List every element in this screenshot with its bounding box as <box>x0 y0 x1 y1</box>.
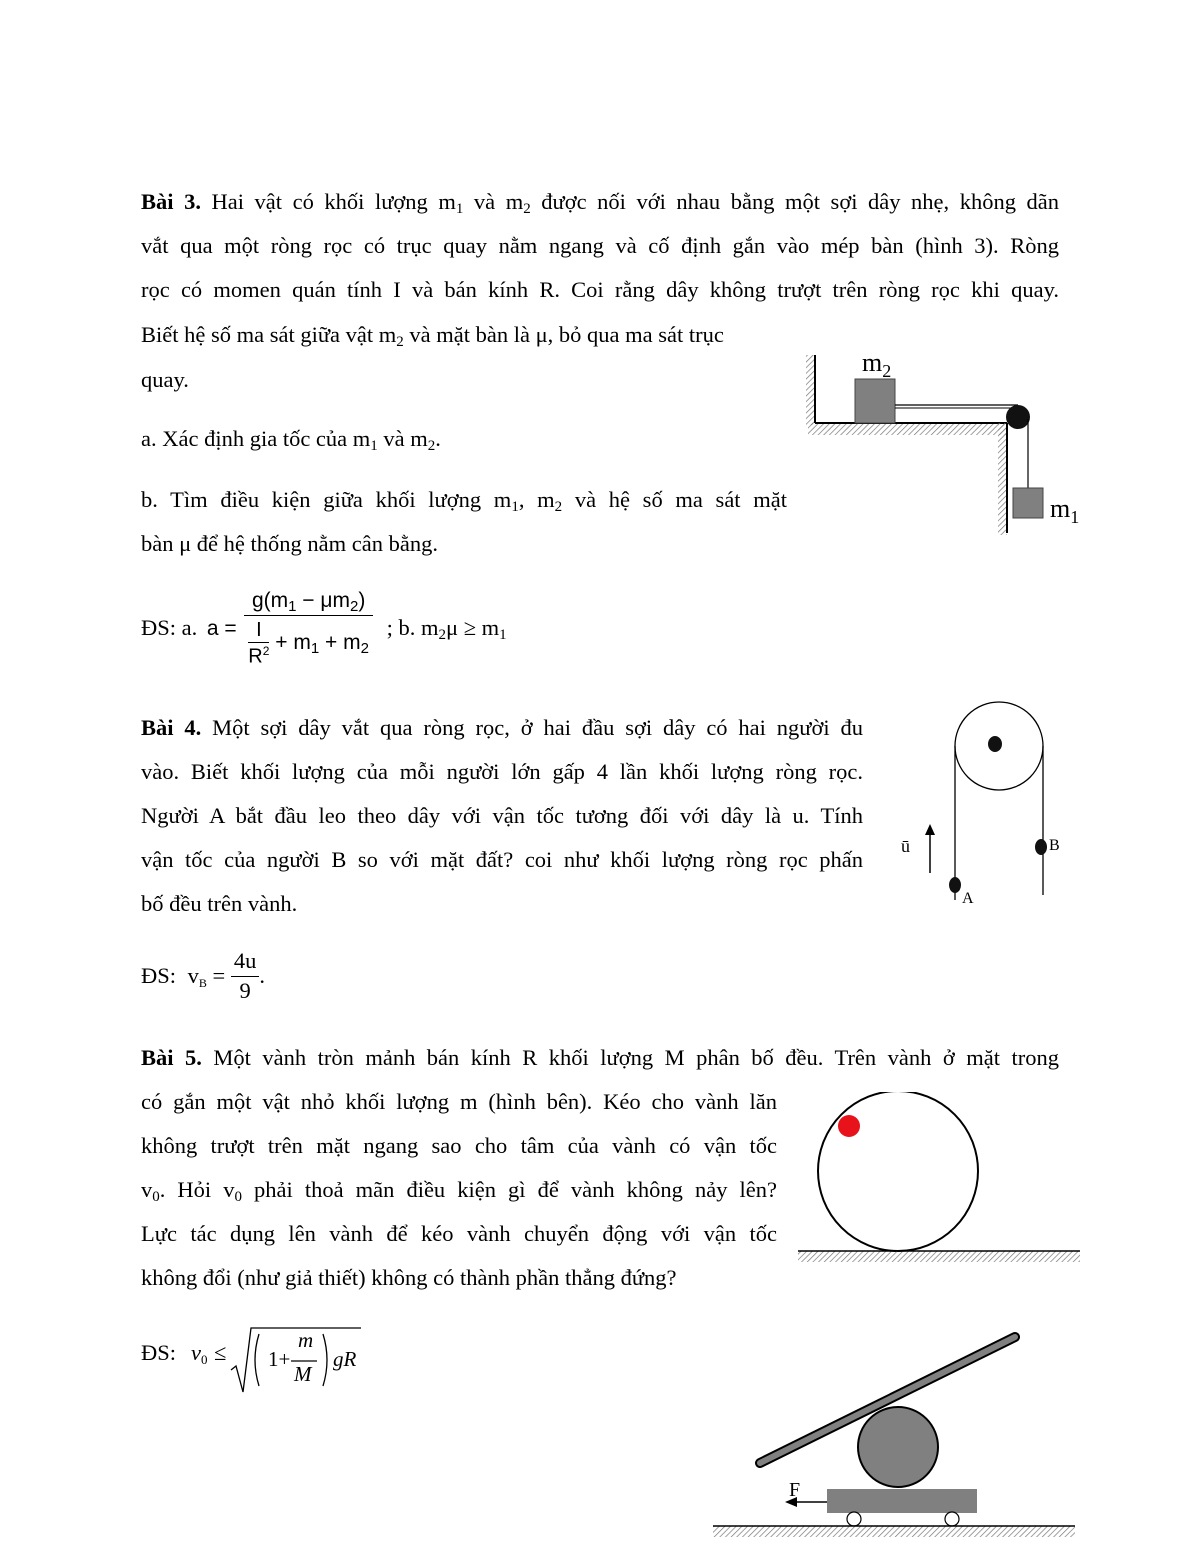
bai5-answer: ĐS: $v_0$ ≤ 1+ m M gR <box>141 1322 401 1402</box>
cart-wheel-left <box>847 1512 861 1526</box>
bai4-line1: Bài 4. Một sợi dây vắt qua ròng rọc, ở hai đầu sợi dây có hai người đu <box>141 715 864 740</box>
label-B: B <box>1049 837 1060 854</box>
label-u: ū <box>901 836 910 856</box>
arrow-u-head <box>925 824 935 835</box>
person-A <box>949 877 961 893</box>
pulley <box>1006 405 1030 429</box>
bai5-line6: không đổi (như giả thiết) không có thành phần thẳng đứng? <box>141 1265 677 1290</box>
bai3-line2: vắt qua một ròng rọc có trục quay nằm ngang và cố định gắn vào mép bàn (hình 3). Ròng <box>141 233 1059 258</box>
figure-4-pulley-climbers <box>895 695 1075 915</box>
bai3-question-b2: bàn μ để hệ thống nằm cân bằng. <box>141 531 438 556</box>
ground-hatch <box>798 1251 1080 1262</box>
left-wall <box>806 355 815 425</box>
floor-hatch <box>713 1526 1075 1537</box>
block-m2 <box>855 379 895 423</box>
bai4-title: Bài 4. <box>141 715 202 740</box>
bai4-line2: vào. Biết khối lượng của mỗi người lớn gấp 4 lần khối lượng ròng rọc. <box>141 759 863 784</box>
fraction-numerator: $g(m_1 - \mu m_2)$ <box>251 589 366 615</box>
bai5-line5: Lực tác dụng lên vành để kéo vành chuyển động với vận tốc <box>141 1221 777 1246</box>
bai4-answer-fraction: $\frac{4u}{9}$ <box>231 950 260 1002</box>
bai5-line1: Bài 5. Một vành tròn mảnh bán kính R khối lượng M phân bố đều. Trên vành ở mặt trong <box>141 1045 1059 1070</box>
bai5-line3: không trượt trên mặt ngang sao cho tâm của vành có vận tốc <box>141 1133 777 1158</box>
bai3-line3: rọc có momen quán tính I và bán kính R. Coi rằng dây không trượt trên ròng rọc khi quay. <box>141 277 1059 302</box>
bai3-title: Bài 3. <box>141 189 201 214</box>
bai3-line5: quay. <box>141 367 189 392</box>
label-m2: $m_2$ <box>862 348 892 381</box>
cart-wheel-right <box>945 1512 959 1526</box>
label-A: A <box>962 890 974 907</box>
bai5-line4: $v_0$. Hỏi $v_0$ phải thoả mãn điều kiện gì để vành không nảy lên? <box>141 1177 778 1205</box>
figure-3-pulley-table <box>800 345 1100 540</box>
bai3-answer-fraction <box>244 590 373 667</box>
block-m1 <box>1013 488 1043 518</box>
bai5-line2: có gắn một vật nhỏ khối lượng m (hình bên). Kéo cho vành lăn <box>141 1089 777 1114</box>
table-surface-hatch <box>808 423 1006 435</box>
bai4-line3: Người A bắt đầu leo theo dây với vận tốc tương đối với dây là u. Tính <box>141 803 863 828</box>
pulley-axle <box>988 736 1002 752</box>
bai3-line4: Biết hệ số ma sát giữa vật $m_2$ và mặt bàn là μ, bỏ qua ma sát trục <box>141 322 724 350</box>
cylinder <box>858 1407 938 1487</box>
bai3-question-a: a. Xác định gia tốc của $m_1$ và $m_2$. <box>141 426 441 454</box>
bai3-answer: ĐS: a. a = $g(m_1 - \mu m_2)$ $\frac{I}{R^2}$ + $m_1 + m_2$ ; b. $m_2\mu \ge m_1$ <box>141 589 507 668</box>
label-F: F <box>789 1479 801 1501</box>
small-mass <box>838 1115 860 1137</box>
bai3-line1: Bài 3. Hai vật có khối lượng $m_1$ và $m_2$ được nối với nhau bằng một sợi dây nhẹ, không dãn <box>141 189 1060 217</box>
bai4-line4: vận tốc của người B so với mặt đất? coi như khối lượng ròng rọc phấn <box>141 847 863 872</box>
figure-plank-cylinder-cart <box>705 1325 1085 1545</box>
bai4-line5: bố đều trên vành. <box>141 891 298 916</box>
ring <box>818 1092 978 1251</box>
table-edge-hatch <box>998 423 1007 535</box>
bai5-title: Bài 5. <box>141 1045 202 1070</box>
fraction-denominator: $\frac{I}{R^2}$ + $m_1 + m_2$ <box>248 619 369 668</box>
cart-platform <box>827 1489 977 1513</box>
bai3-question-b1: b. Tìm điều kiện giữa khối lượng $m_1$, $m_2$ và hệ số ma sát mặt <box>141 487 787 515</box>
label-m1: $m_1$ <box>1050 494 1080 527</box>
figure-5-ring <box>790 1092 1090 1272</box>
person-B <box>1035 839 1047 855</box>
bai4-answer: ĐS: $v_B$ = $\frac{4u}{9}$ . <box>141 948 265 1003</box>
